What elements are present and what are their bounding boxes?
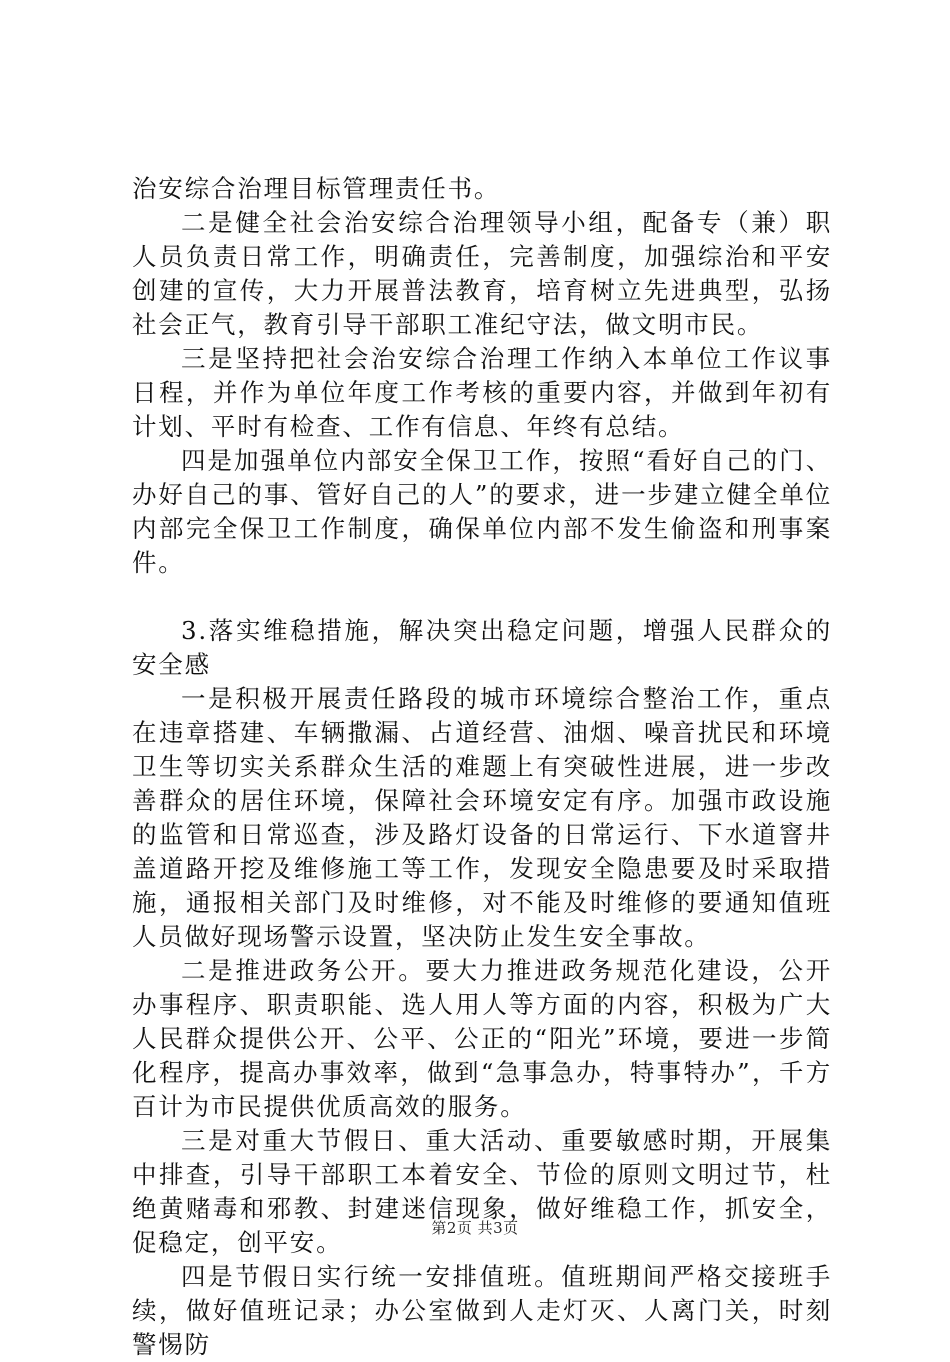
section-gap <box>132 580 832 614</box>
section-heading: 3.落实维稳措施，解决突出稳定问题，增强人民群众的安全感 <box>132 616 832 679</box>
paragraph-continuation: 治安综合治理目标管理责任书。 <box>132 174 501 203</box>
page-footer: 第2页 共3页 <box>431 1219 519 1237</box>
paragraph-section-item-three: 三是对重大节假日、重大活动、重要敏感时期，开展集中排查，引导干部职工本着安全、节俭的原则文明过节，杜绝黄赌毒和邪教、封建迷信现象，做好维稳工作，抓安全，促稳定，创平安。 <box>132 1126 832 1257</box>
paragraph-section-item-four: 四是节假日实行统一安排值班。值班期间严格交接班手续，做好值班记录；办公室做到人走灯灭、人离门关，时刻警惕防 <box>132 1262 832 1359</box>
paragraph-item-two: 二是健全社会治安综合治理领导小组，配备专（兼）职人员负责日常工作，明确责任，完善制度，加强综治和平安创建的宣传，大力开展普法教育，培育树立先进典型，弘扬社会正气，教育引导干部职工准纪守法，做文明市民。 <box>132 208 832 339</box>
document-body <box>132 172 832 1362</box>
paragraph-item-three: 三是坚持把社会治安综合治理工作纳入本单位工作议事日程，并作为单位年度工作考核的重要内容，并做到年初有计划、平时有检查、工作有信息、年终有总结。 <box>132 344 832 441</box>
paragraph-section-item-two: 二是推进政务公开。要大力推进政务规范化建设，公开办事程序、职责职能、选人用人等方面的内容，积极为广大人民群众提供公开、公平、公正的“阳光”环境，要进一步简化程序，提高办事效率，做到“急事急办，特事特办”，千方百计为市民提供优质高效的服务。 <box>132 956 832 1121</box>
paragraph-section-item-one: 一是积极开展责任路段的城市环境综合整治工作，重点在违章搭建、车辆撒漏、占道经营、油烟、噪音扰民和环境卫生等切实关系群众生活的难题上有突破性进展，进一步改善群众的居住环境，保障社会环境安定有序。加强市政设施的监管和日常巡查，涉及路灯设备的日常运行、下水道窨井盖道路开挖及维修施工等工作，发现安全隐患要及时采取措施，通报相关部门及时维修，对不能及时维修的要通知值班人员做好现场警示设置，坚决防止发生安全事故。 <box>132 684 832 951</box>
paragraph-item-four: 四是加强单位内部安全保卫工作，按照“看好自己的门、办好自己的事、管好自己的人”的要求，进一步建立健全单位内部完全保卫工作制度，确保单位内部不发生偷盗和刑事案件。 <box>132 446 832 577</box>
